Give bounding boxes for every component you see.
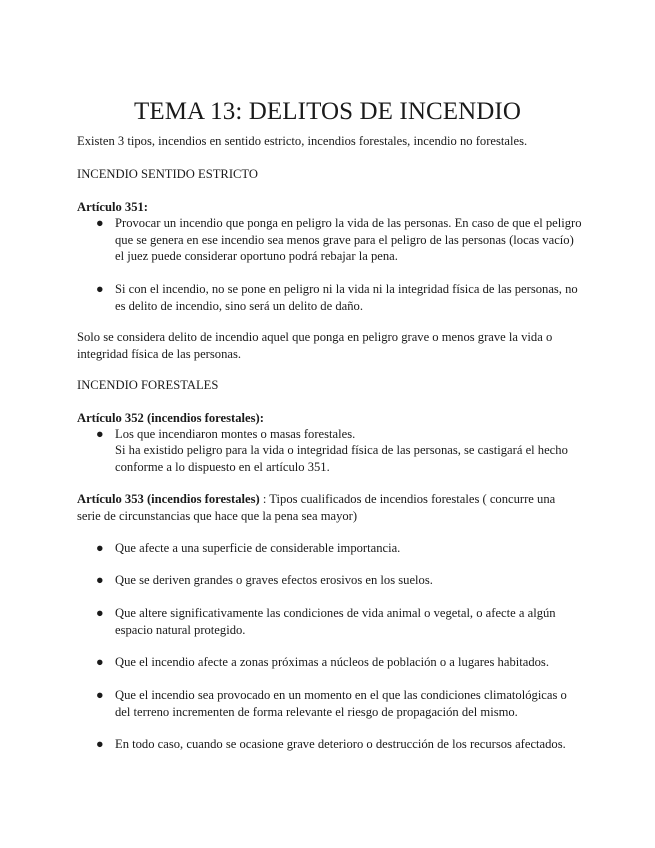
article-353-bullet-5: Que el incendio sea provocado en un momento en el que las condiciones climatológicas o del terreno incrementen de forma relevante el riesgo de propagación del mismo.: [115, 688, 567, 719]
bullet-icon: ●: [96, 688, 104, 702]
bullet-icon: ●: [96, 573, 104, 587]
article-352-heading: Artículo 352 (incendios forestales):: [77, 411, 264, 425]
bullet-icon: ●: [96, 737, 104, 751]
article-351-bullet-2: Si con el incendio, no se pone en peligro ni la vida ni la integridad física de las personas, no es delito de incendio, sino será un delito de daño.: [115, 282, 578, 313]
bullet-icon: ●: [96, 606, 104, 620]
bullet-icon: ●: [96, 655, 104, 669]
article-353-bullet-4: Que el incendio afecte a zonas próximas a núcleos de población o a lugares habitados.: [115, 655, 549, 669]
intro-paragraph: Existen 3 tipos, incendios en sentido estricto, incendios forestales, incendio no forestales.: [77, 134, 528, 148]
page-title: TEMA 13: DELITOS DE INCENDIO: [133, 98, 522, 125]
bullet-icon: ●: [96, 427, 104, 441]
article-351-bullet-1: Provocar un incendio que ponga en peligro la vida de las personas. En caso de que el peligro que se genera en ese incendio sea menos grave para el peligro de las personas (locas vacío) el juez puede considerar oportuno podrá rebajar la pena.: [115, 216, 582, 263]
bullet-icon: ●: [96, 541, 104, 555]
article-353-text: : Tipos cualificados de incendios forestales ( concurre una serie de circunstancias que hace que la pena sea mayor): [77, 492, 556, 523]
article-353-bullet-1: Que afecte a una superficie de considerable importancia.: [115, 541, 401, 555]
section-heading-estricto: INCENDIO SENTIDO ESTRICTO: [77, 167, 258, 181]
bullet-icon: ●: [96, 216, 104, 230]
article-352-bullet: Los que incendiaron montes o masas forestales.: [115, 427, 356, 441]
article-353-bullet-2: Que se deriven grandes o graves efectos erosivos en los suelos.: [115, 573, 433, 587]
section-heading-forestales: INCENDIO FORESTALES: [77, 378, 219, 392]
article-353-bullet-3: Que altere significativamente las condiciones de vida animal o vegetal, o afecte a algún espacio natural protegido.: [115, 606, 556, 637]
article-352-bullet-continuation: Si ha existido peligro para la vida o integridad física de las personas, se castigará el hecho conforme a lo dispuesto en el artículo 351.: [115, 443, 568, 474]
section1-note: Solo se considera delito de incendio aquel que ponga en peligro grave o menos grave la vida o integridad física de las personas.: [77, 330, 553, 361]
article-353-heading: Artículo 353 (incendios forestales): [77, 492, 260, 506]
article-351-heading: Artículo 351:: [77, 200, 148, 214]
article-353-paragraph: [77, 491, 582, 524]
article-353-bullet-6: En todo caso, cuando se ocasione grave deterioro o destrucción de los recursos afectados.: [115, 737, 566, 751]
bullet-icon: ●: [96, 282, 104, 296]
